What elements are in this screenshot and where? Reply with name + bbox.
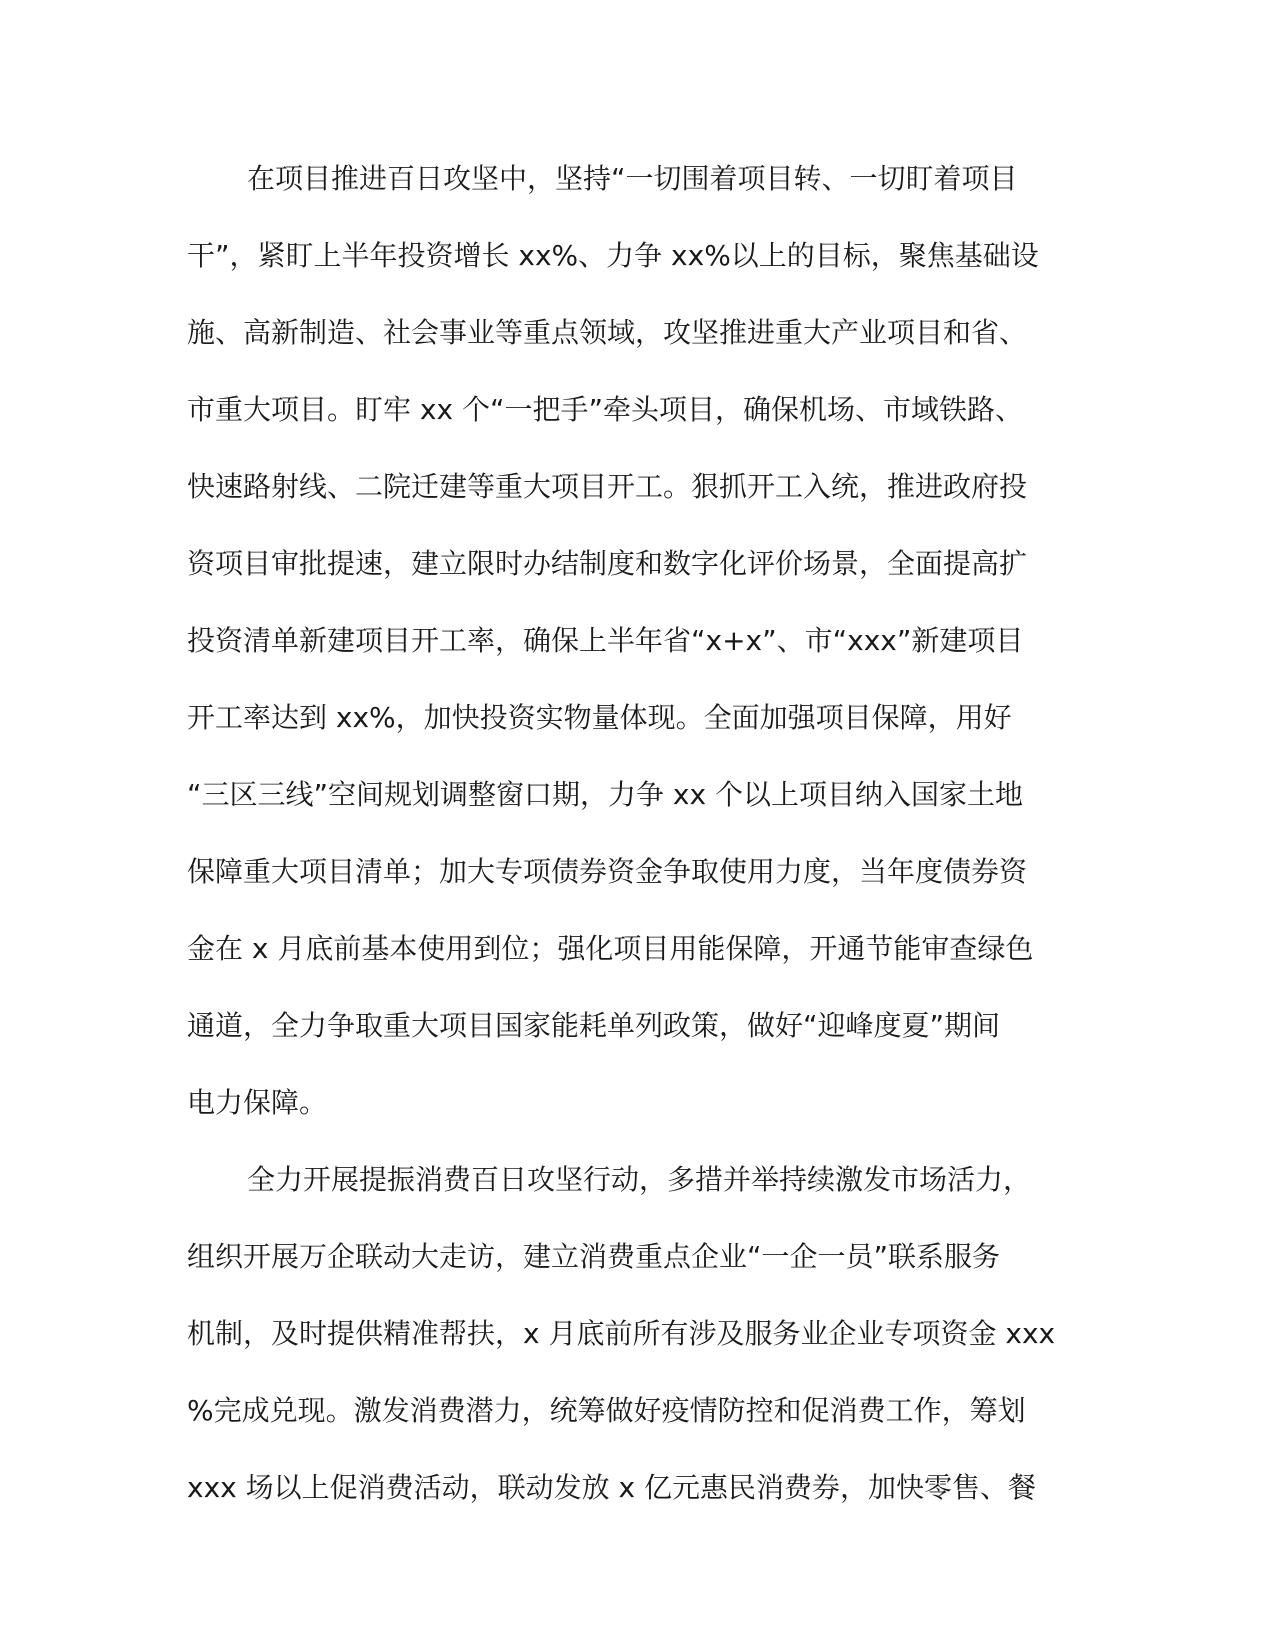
paragraph-line: 投资清单新建项目开工率，确保上半年省“x+x”、市“xxx”新建项目 (187, 624, 1024, 657)
paragraph-line: 电力保障。 (187, 1086, 328, 1119)
paragraph-line: 快速路射线、二院迁建等重大项目开工。狠抓开工入统，推进政府投 (187, 470, 1028, 503)
paragraph-line: 资项目审批提速，建立限时办结制度和数字化评价场景，全面提高扩 (187, 547, 1028, 580)
paragraph-line: xxx 场以上促消费活动，联动发放 x 亿元惠民消费券，加快零售、餐 (187, 1471, 1036, 1504)
paragraph-line: 全力开展提振消费百日攻坚行动，多措并举持续激发市场活力， (247, 1163, 1032, 1196)
paragraph-line: 组织开展万企联动大走访，建立消费重点企业“一企一员”联系服务 (187, 1240, 1001, 1273)
paragraph-line: 开工率达到 xx%，加快投资实物量体现。全面加强项目保障，用好 (187, 701, 1012, 734)
paragraph-line: 市重大项目。盯牢 xx 个“一把手”牵头项目，确保机场、市域铁路、 (187, 393, 1023, 426)
paragraph-2 (187, 1141, 1087, 1526)
paragraph-line: 干”，紧盯上半年投资增长 xx%、力争 xx%以上的目标，聚焦基础设 (187, 239, 1039, 272)
paragraph-line: 金在 x 月底前基本使用到位；强化项目用能保障，开通节能审查绿色 (187, 932, 1034, 965)
paragraph-line: 机制，及时提供精准帮扶，x 月底前所有涉及服务业企业专项资金 xxx (187, 1317, 1056, 1350)
paragraph-line: 保障重大项目清单；加大专项债券资金争取使用力度，当年度债券资 (187, 855, 1028, 888)
paragraph-1 (187, 140, 1087, 1141)
paragraph-line: 施、高新制造、社会事业等重点领域，攻坚推进重大产业项目和省、 (187, 316, 1028, 349)
paragraph-line: 通道，全力争取重大项目国家能耗单列政策，做好“迎峰度夏”期间 (187, 1009, 1001, 1042)
paragraph-line: %完成兑现。激发消费潜力，统筹做好疫情防控和促消费工作，筹划 (187, 1394, 1026, 1427)
document-body (187, 140, 1087, 1526)
paragraph-line: “三区三线”空间规划调整窗口期，力争 xx 个以上项目纳入国家土地 (187, 778, 1023, 811)
paragraph-line: 在项目推进百日攻坚中，坚持“一切围着项目转、一切盯着项目 (247, 162, 1018, 195)
